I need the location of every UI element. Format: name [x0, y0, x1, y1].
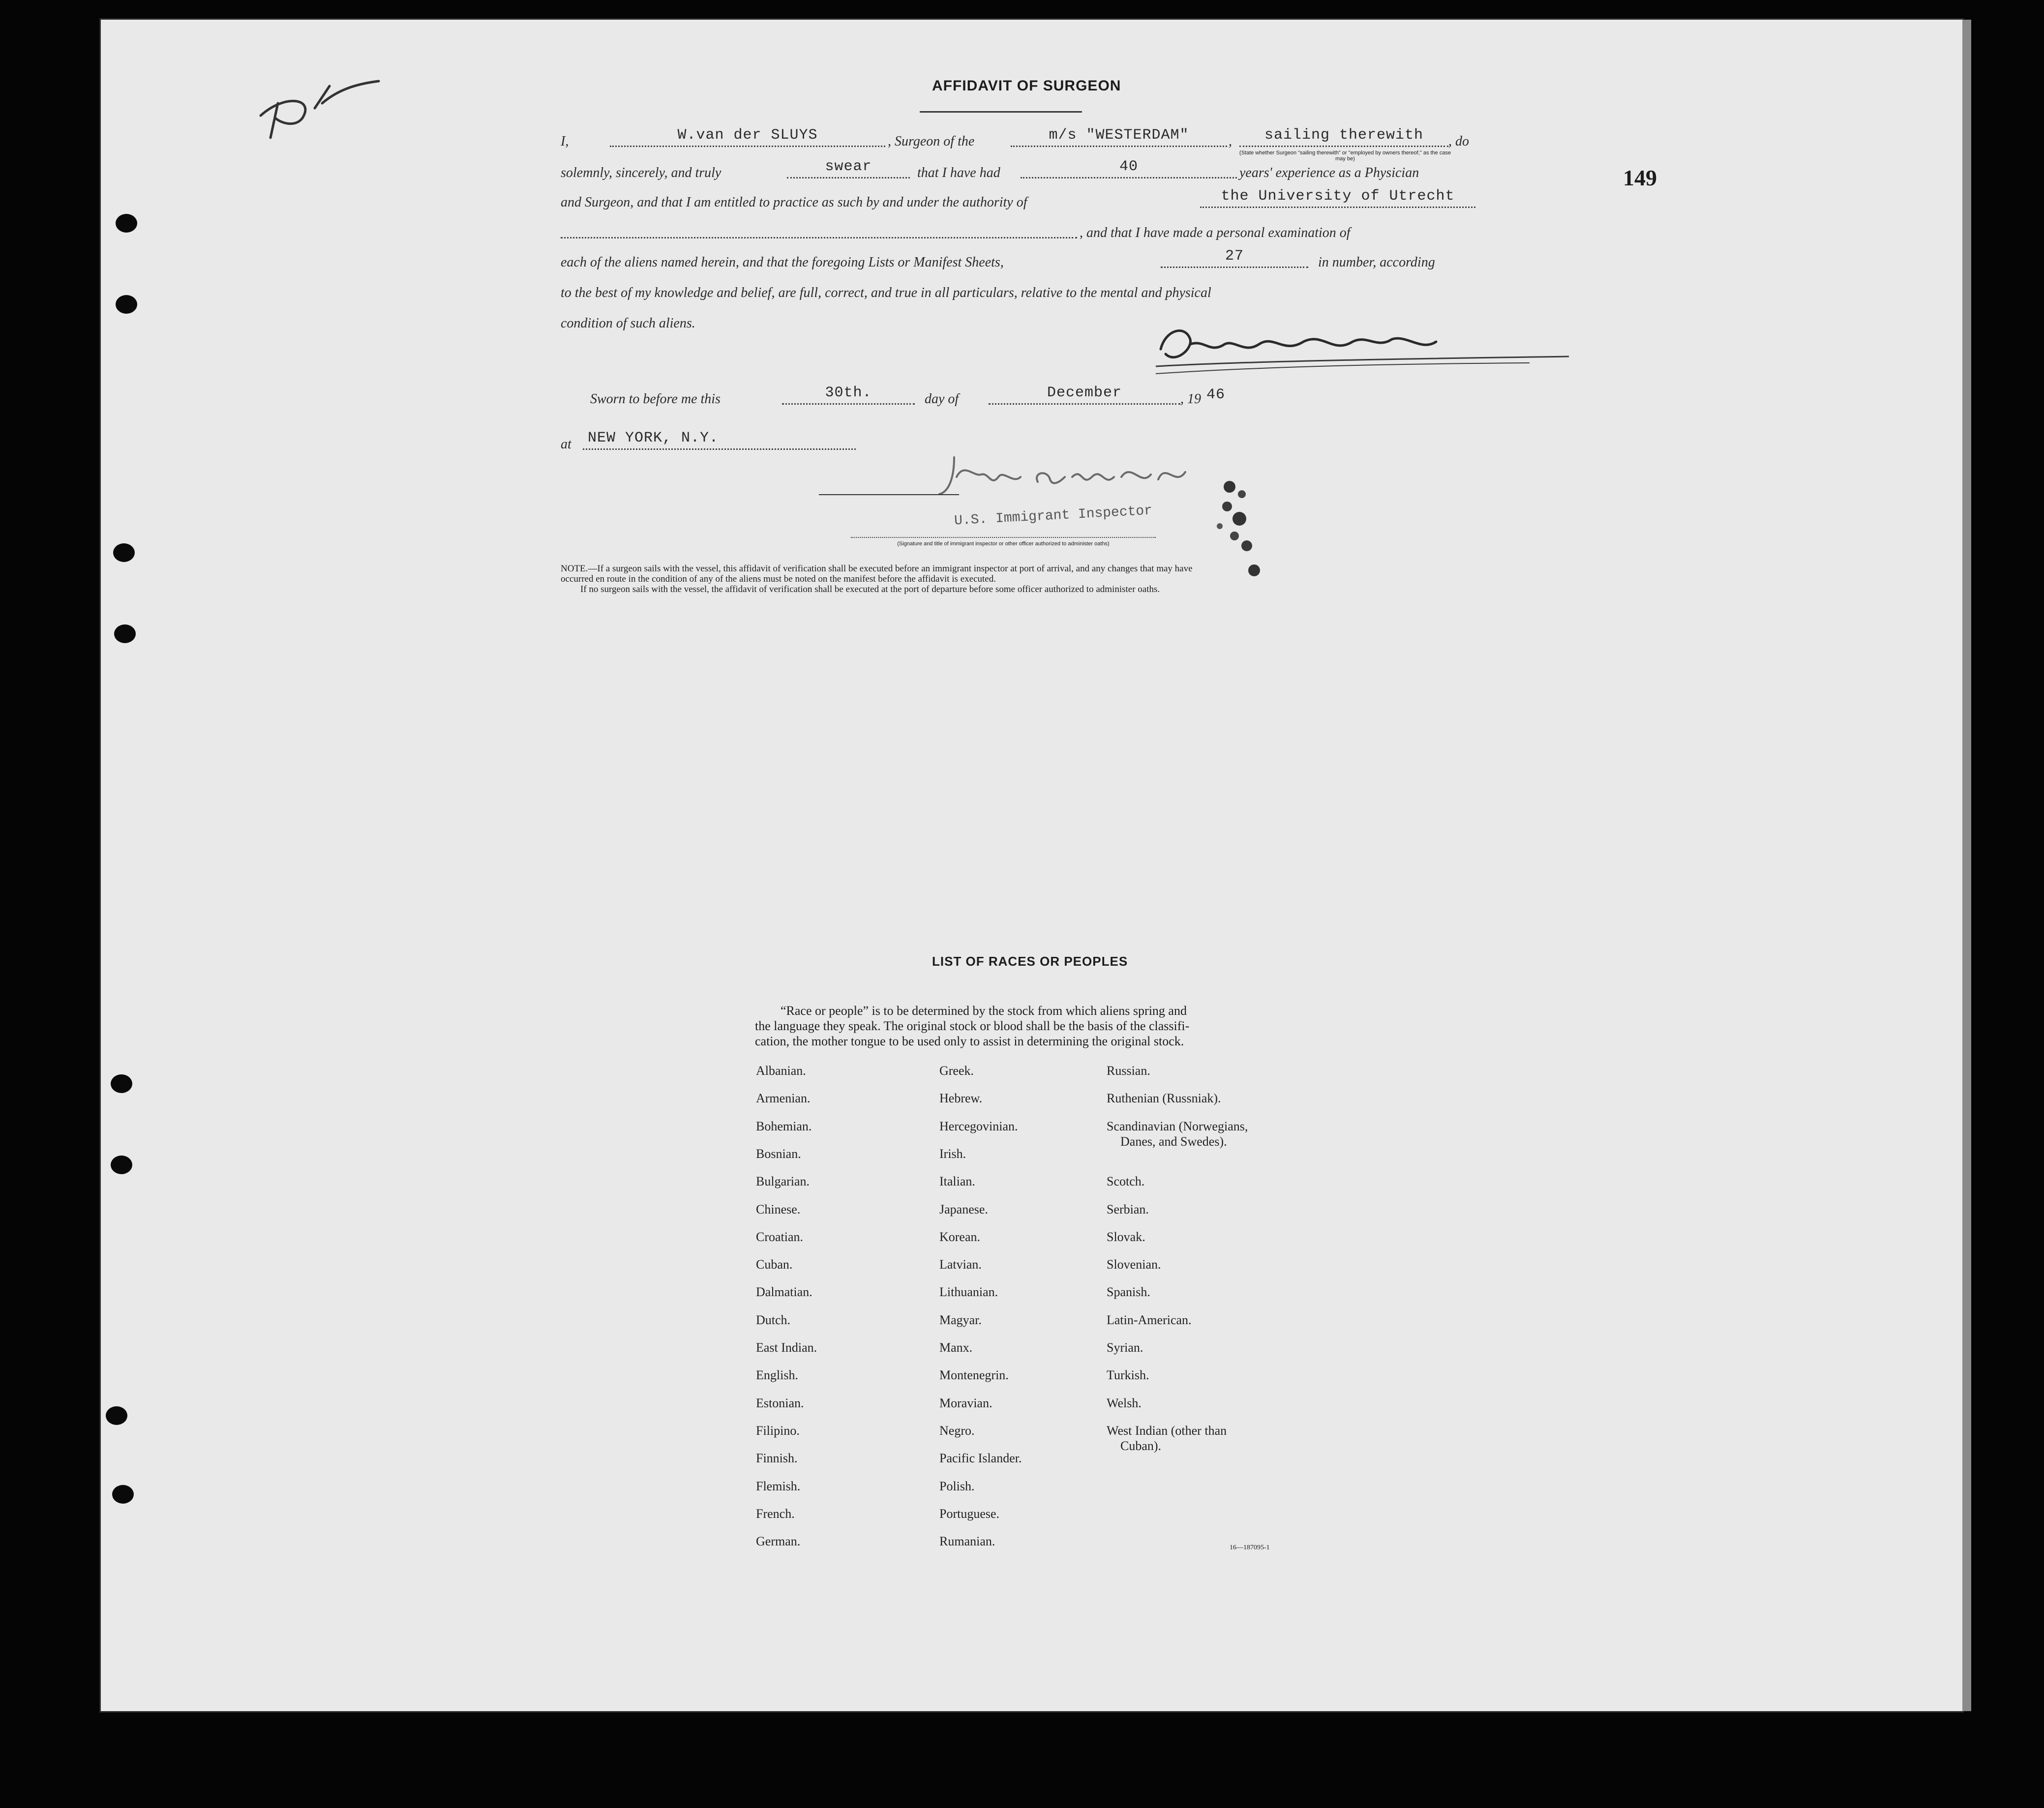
- inspector-signature-line: [851, 537, 1156, 538]
- race-entry: Bulgarian.: [756, 1174, 810, 1188]
- note-line-1: NOTE.—If a surgeon sails with the vessel, this affidavit of verification shall be executed before an immigrant inspector at port of arrival, and any changes that may have: [561, 563, 1193, 574]
- race-entry: Spanish.: [1107, 1285, 1150, 1299]
- race-entry: East Indian.: [756, 1340, 817, 1355]
- sworn-day-field: 30th.: [782, 386, 915, 405]
- race-entry: Bohemian.: [756, 1119, 812, 1133]
- margin-initials-mark: [256, 69, 389, 152]
- race-entry: Italian.: [939, 1174, 975, 1188]
- surgeon-name-field: W.van der SLUYS: [610, 129, 885, 147]
- race-entry: Portuguese.: [939, 1507, 1000, 1521]
- race-entry: Latin-American.: [1107, 1313, 1192, 1327]
- race-entry: Polish.: [939, 1479, 975, 1493]
- race-entry: Flemish.: [756, 1479, 801, 1493]
- inspector-signature: [934, 447, 1210, 511]
- race-entry: Japanese.: [939, 1202, 988, 1216]
- signature-caption: (Signature and title of immigrant inspector or other officer authorized to administer oaths): [897, 541, 1110, 547]
- race-entry: Latvian.: [939, 1257, 982, 1272]
- race-entry: Hebrew.: [939, 1091, 983, 1105]
- race-entry: Lithuanian.: [939, 1285, 998, 1299]
- race-entry: Rumanian.: [939, 1534, 995, 1548]
- race-entry: Serbian.: [1107, 1202, 1149, 1216]
- line2-suffix: years' experience as a Physician: [1239, 165, 1419, 180]
- races-intro-line-1: “Race or people” is to be determined by the stock from which aliens spring and: [781, 1004, 1187, 1018]
- race-entry: Danes, and Swedes).: [1120, 1134, 1227, 1149]
- races-intro-line-3: cation, the mother tongue to be used only to assist in determining the original stock.: [755, 1034, 1184, 1048]
- line2-prefix: solemnly, sincerely, and truly: [561, 165, 721, 180]
- oath-field: swear: [787, 160, 910, 178]
- sworn-prefix: Sworn to before me this: [590, 391, 721, 407]
- race-entry: Irish.: [939, 1147, 966, 1161]
- race-entry: Dalmatian.: [756, 1285, 812, 1299]
- race-entry: French.: [756, 1507, 795, 1521]
- race-entry: Estonian.: [756, 1396, 804, 1410]
- line6: to the best of my knowledge and belief, are full, correct, and true in all particulars, relative to the mental and physical: [561, 285, 1211, 300]
- page-number: 149: [1623, 165, 1657, 190]
- manifest-sheet: [101, 20, 1962, 1711]
- races-intro: [755, 1003, 1281, 1049]
- at-prefix: at: [561, 437, 571, 452]
- race-entry: Moravian.: [939, 1396, 992, 1410]
- race-entry: Scotch.: [1107, 1174, 1145, 1188]
- race-entry: Greek.: [939, 1064, 974, 1078]
- sworn-mid: day of: [925, 391, 959, 407]
- race-entry: Hercegovinian.: [939, 1119, 1018, 1133]
- races-intro-line-2: the language they speak. The original stock or blood shall be the basis of the classifi-: [755, 1019, 1190, 1033]
- race-entry: German.: [756, 1534, 801, 1548]
- race-entry: Chinese.: [756, 1202, 801, 1216]
- race-entry: Finnish.: [756, 1451, 798, 1465]
- surgeon-signature: [1146, 320, 1579, 384]
- race-entry: Magyar.: [939, 1313, 982, 1327]
- races-title: LIST OF RACES OR PEOPLES: [932, 954, 1128, 969]
- binder-hole: [116, 295, 137, 314]
- place-field: NEW YORK, N.Y.: [583, 432, 856, 450]
- race-entry: Cuban.: [756, 1257, 793, 1272]
- race-entry: Filipino.: [756, 1423, 800, 1438]
- note-block: [561, 563, 1475, 594]
- race-entry: English.: [756, 1368, 798, 1382]
- binder-hole: [116, 214, 137, 233]
- race-entry: Ruthenian (Russniak).: [1107, 1091, 1221, 1105]
- sailing-note: (State whether Surgeon "sailing therewith" or "employed by owners thereof," as the case may be): [1239, 150, 1451, 162]
- race-entry: Scandinavian (Norwegians,: [1107, 1119, 1248, 1133]
- race-entry: Russian.: [1107, 1064, 1150, 1078]
- line7: condition of such aliens.: [561, 316, 695, 331]
- race-entry: Manx.: [939, 1340, 973, 1355]
- title-underline: [920, 111, 1082, 113]
- line1-prefix: I,: [561, 134, 569, 149]
- race-entry: Negro.: [939, 1423, 975, 1438]
- line1-mid: , Surgeon of the: [888, 134, 975, 149]
- line5-suffix: in number, according: [1318, 255, 1435, 270]
- race-entry: Pacific Islander.: [939, 1451, 1022, 1465]
- race-entry: Cuban).: [1120, 1439, 1162, 1453]
- line2-mid: that I have had: [917, 165, 1000, 180]
- sheet-edge: [1962, 20, 1971, 1711]
- form-code: 16—187095-1: [1230, 1544, 1270, 1551]
- note-line-3: If no surgeon sails with the vessel, the affidavit of verification shall be executed at the port of departure before some officer authorized to administer oaths.: [580, 584, 1160, 594]
- sworn-year-suffix: 46: [1206, 386, 1226, 403]
- authority-continued-field: [561, 220, 1077, 238]
- binder-hole: [112, 1485, 134, 1504]
- race-entry: Welsh.: [1107, 1396, 1142, 1410]
- race-entry: Croatian.: [756, 1230, 804, 1244]
- inspector-line-left: [819, 494, 959, 495]
- line5-prefix: each of the aliens named herein, and that the foregoing Lists or Manifest Sheets,: [561, 255, 1004, 270]
- race-entry: Bosnian.: [756, 1147, 801, 1161]
- race-entry: Montenegrin.: [939, 1368, 1009, 1382]
- line3-prefix: and Surgeon, and that I am entitled to practice as such by and under the authority of: [561, 195, 1027, 210]
- sworn-year-prefix: , 19: [1180, 391, 1201, 407]
- line4-suffix: , and that I have made a personal examination of: [1080, 225, 1351, 240]
- note-line-2: occurred en route in the condition of any of the aliens must be noted on the manifest before the affidavit is executed.: [561, 574, 996, 584]
- race-entry: Syrian.: [1107, 1340, 1143, 1355]
- affidavit-title: AFFIDAVIT OF SURGEON: [932, 78, 1121, 94]
- binder-hole: [113, 543, 135, 562]
- line1-comma: ,: [1229, 134, 1232, 149]
- race-entry: Slovenian.: [1107, 1257, 1161, 1272]
- line1-suffix: , do: [1448, 134, 1469, 149]
- authority-field: the University of Utrecht: [1200, 190, 1475, 208]
- binder-hole: [111, 1156, 132, 1174]
- years-field: 40: [1021, 160, 1237, 178]
- race-entry: Albanian.: [756, 1064, 806, 1078]
- binder-hole: [106, 1406, 127, 1425]
- sworn-month-field: December: [989, 386, 1180, 405]
- sailing-field: sailing therewith: [1239, 129, 1448, 147]
- race-entry: West Indian (other than: [1107, 1423, 1227, 1438]
- race-entry: Armenian.: [756, 1091, 811, 1105]
- inspector-title-stamp: U.S. Immigrant Inspector: [954, 503, 1153, 529]
- race-entry: Turkish.: [1107, 1368, 1149, 1382]
- binder-hole: [111, 1074, 132, 1093]
- binder-hole: [114, 624, 136, 643]
- vessel-field: m/s "WESTERDAM": [1011, 129, 1227, 147]
- race-entry: Dutch.: [756, 1313, 791, 1327]
- race-entry: Slovak.: [1107, 1230, 1145, 1244]
- race-entry: Korean.: [939, 1230, 981, 1244]
- sheets-field: 27: [1161, 250, 1308, 268]
